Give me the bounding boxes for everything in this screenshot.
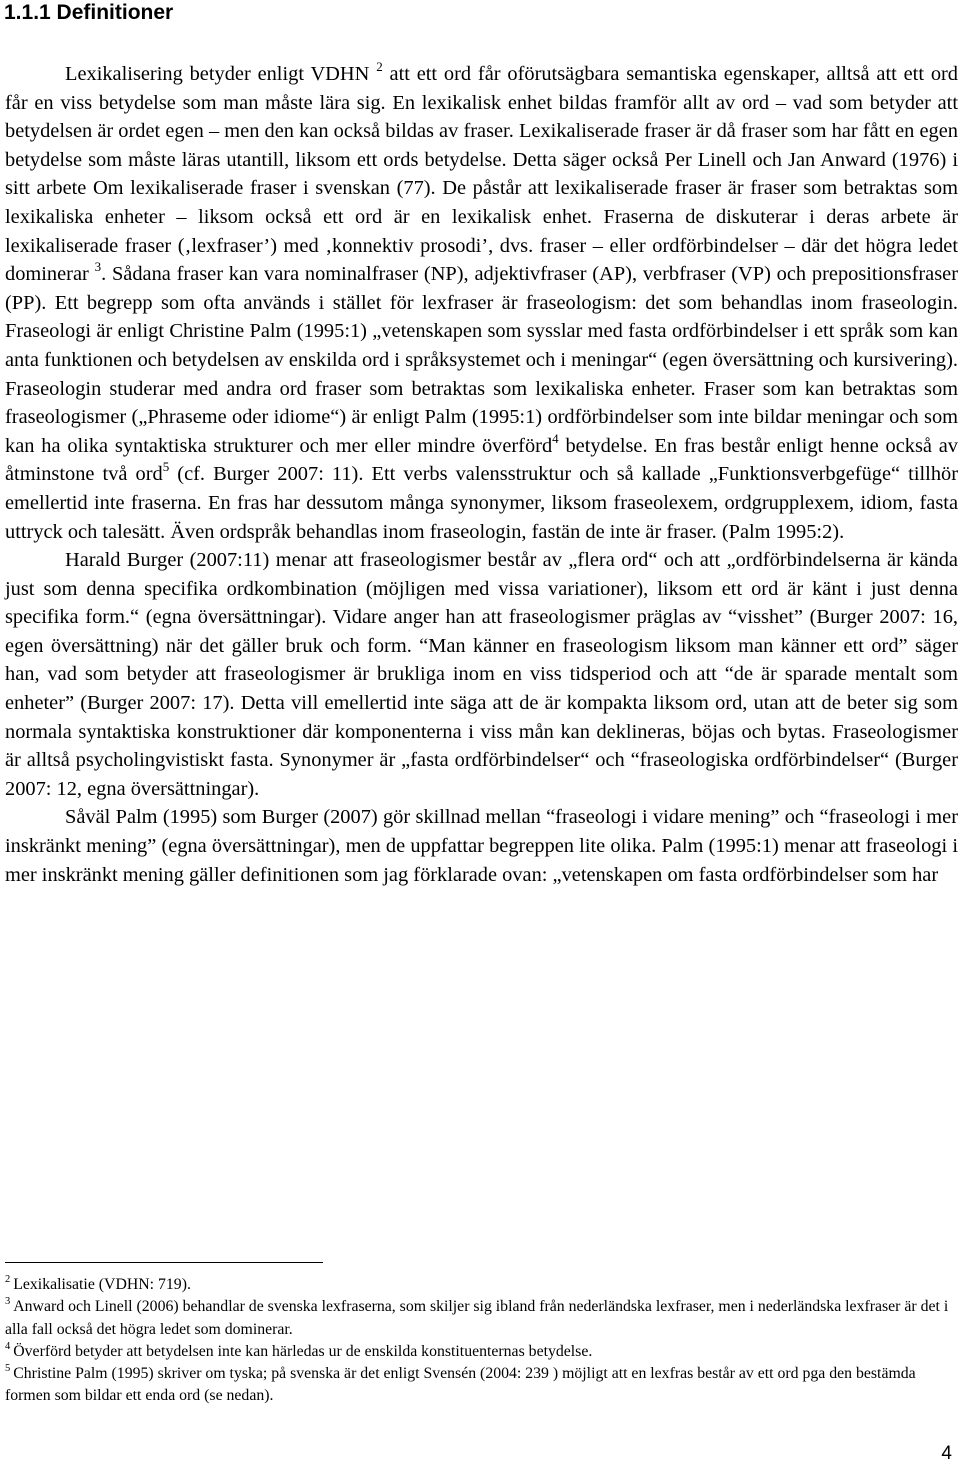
footnotes xyxy=(5,1274,958,1408)
footnote-3 xyxy=(5,1296,958,1341)
footnote-number: 4 xyxy=(5,1340,11,1352)
text-run: (cf. Burger 2007: 11). Ett verbs valensstruktur och så kallade „Funktionsverbgefüge“ tillhör emellertid inte fraserna. En fras har dessutom många synonymer, liksom fraseolexem, ordgrupplexem, idiom, fasta uttryck och talesätt. Även ordspråk behandlas inom fraseologin, fastän de inte är fraser. (Palm 1995:2). xyxy=(5,463,958,543)
footnote-reference: 2 xyxy=(376,59,383,74)
paragraph-3-content xyxy=(5,806,958,885)
footnote-reference: 3 xyxy=(94,259,102,275)
text-run: . Sådana fraser kan vara nominalfraser (NP), adjektivfraser (AP), verbfraser (VP) och prepositionsfraser (PP). Ett begrepp som ofta används i stället för lexfraser är fraseologism: det som behandlas inom fraseologin. Fraseologi är enligt Christine Palm (1995:1) „vetenskapen som sysslar med fasta ordförbindelser i ett språk som kan anta funktionen och betydelsen av enskilda ord i språksystemet och i meningar“ (egen översättning och kursivering). Fraseologin studerar med andra ord fraser som betraktas som lexikaliska enheter. Fraser som kan betraktas som fraseologismer („Phraseme oder idiome“) är enligt Palm (1995:1) ordförbindelser som inte bildar meningar och som kan ha olika syntaktiska strukturer och mer eller mindre överförd xyxy=(5,263,958,457)
text-run: Såväl Palm (1995) som Burger (2007) gör skillnad mellan “fraseologi i vidare mening” och “fraseologi i mer inskränkt mening” (egna översättningar), men de uppfattar begreppen lite olika. Palm (1995:1) menar att fraseologi i mer inskränkt mening gäller definitionen som jag förklarade ovan: „vetenskapen om fasta ordförbindelser som har xyxy=(5,806,958,886)
text-run: Lexikalisering betyder enligt VDHN xyxy=(65,63,377,85)
footnote-divider xyxy=(5,1262,323,1263)
footnote-reference: 5 xyxy=(162,459,170,475)
footnote-text: Överförd betyder att betydelsen inte kan härledas ur de enskilda konstituenternas betydelse. xyxy=(13,1342,593,1360)
body-text xyxy=(5,60,958,889)
footnote-number: 2 xyxy=(5,1274,11,1285)
paragraph-1 xyxy=(5,60,958,546)
footnote-number: 5 xyxy=(5,1363,11,1375)
paragraph-2 xyxy=(5,546,958,803)
footnote-5 xyxy=(5,1363,958,1408)
footnote-text: Lexikalisatie (VDHN: 719). xyxy=(13,1276,191,1293)
footnote-2 xyxy=(5,1274,958,1296)
paragraph-2-content xyxy=(5,549,958,800)
footnote-4 xyxy=(5,1341,958,1363)
text-run: betydelse. En fras består enligt henne också av åtminstone två ord xyxy=(5,434,958,486)
footnote-text: Anward och Linell (2006) behandlar de svenska lexfraserna, som skiljer sig ibland från nederländska lexfraser, men i nederländska lexfraser är det i alla fall också det högra ledet som dominerar. xyxy=(5,1298,949,1338)
text-run: Harald Burger (2007:11) menar att fraseologismer består av „flera ord“ och att „ordförbindelserna är kända just som denna specifika ordkombination (möjligen med vissa variationer), liksom ett ord är känt i just denna specifika form.“ (egna översättningar). Vidare anger han att fraseologismer präglas av “visshet” (Burger 2007: 16, egen översättning) när det gäller bruk och form. “Man känner en fraseologism liksom man känner ett ord” säger han, vad som betyder att fraseologismer är brukliga inom en viss tidsperiod och att “de är sparade mentalt som enheter” (Burger 2007: 17). Detta vill emellertid inte säga att de är kompakta liksom ord, utan att de beter sig som normala syntaktiska konstruktioner där komponenterna i viss mån kan deklineras, böjas och bytas. Fraseologismer är alltså psycholingvistiskt fasta. Synonymer är „fasta ordförbindelser“ och “fraseologiska ordförbindelser“ (Burger 2007: 12, egna översättningar). xyxy=(5,549,958,800)
paragraph-1-content xyxy=(5,59,958,543)
section-heading: 1.1.1 Definitioner xyxy=(4,1,174,24)
text-run: att ett ord får oförutsägbara semantiska egenskaper, alltså att ett ord får en viss betydelse som man måste lära sig. En lexikalisk enhet bildas framför allt av ord – vad som betyder att betydelsen är ordet egen – men den kan också bildas av fraser. Lexikaliserade fraser är då fraser som har fått en egen betydelse som måste läras utantill, liksom ett ords betydelse. Detta säger också Per Linell och Jan Anward (1976) i sitt arbete Om lexikaliserade fraser i svenskan (77). De påstår att lexikaliserade fraser är fraser som betraktas som lexikaliska enheter – liksom också ett ord är en lexikalisk enhet. Fraserna de diskuterar i deras arbete är lexikaliserade fraser (‚lexfraser’) med ‚konnektiv prosodi’, dvs. fraser – eller ordförbindelser – där det högra ledet dominerar xyxy=(5,63,958,286)
footnote-reference: 4 xyxy=(552,430,559,446)
paragraph-3 xyxy=(5,803,958,889)
footnote-text: Christine Palm (1995) skriver om tyska; på svenska är det enligt Svensén (2004: 239 ) möjligt att en lexfras består av ett ord pga den bestämda formen som bildar ett enda ord (se nedan). xyxy=(5,1365,916,1405)
footnote-number: 3 xyxy=(5,1296,11,1308)
page-number: 4 xyxy=(941,1443,952,1464)
